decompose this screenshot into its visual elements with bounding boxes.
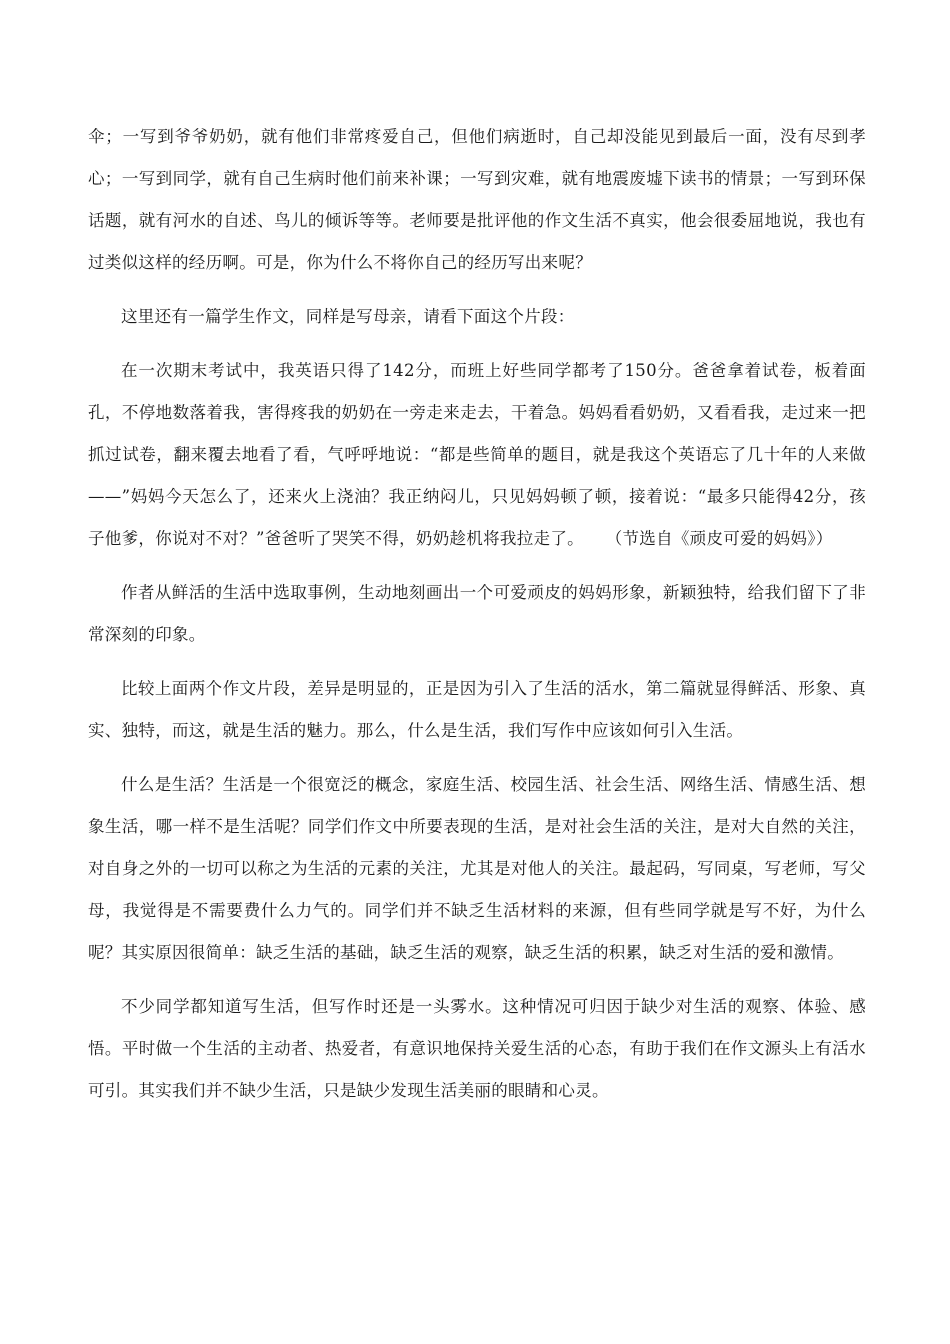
excerpt-source-note: （节选自《顽皮可爱的妈妈》） <box>613 529 833 548</box>
excerpt-text: 在一次期末考试中，我英语只得了142分，而班上好些同学都考了150分。爸爸拿着试卷，板着面孔，不停地数落着我，害得疼我的奶奶在一旁走来走去，干着急。妈妈看看奶奶，又看看我，走过来一把抓过试卷，翻来覆去地看了看，气呼呼地说：“都是些简单的题目，就是我这个英语忘了几十年的人来做——”妈妈今天怎么了，还来火上浇油？我正纳闷儿，只见妈妈顿了顿，接着说：“最多只能得42分，孩子他爹，你说对不对？”爸爸听了哭笑不得，奶奶趁机将我拉走了。 <box>88 361 866 548</box>
paragraph-excerpt <box>88 350 866 560</box>
paragraph-comment-on-excerpt: 作者从鲜活的生活中选取事例，生动地刻画出一个可爱顽皮的妈妈形象，新颖独特，给我们留下了非常深刻的印象。 <box>88 583 866 644</box>
paragraph-intro-second-example: 这里还有一篇学生作文，同样是写母亲，请看下面这个片段： <box>121 307 575 326</box>
paragraph-what-is-life: 什么是生活？生活是一个很宽泛的概念，家庭生活、校园生活、社会生活、网络生活、情感生活、想象生活，哪一样不是生活呢？同学们作文中所要表现的生活，是对社会生活的关注，是对大自然的关注，对自身之外的一切可以称之为生活的元素的关注，尤其是对他人的关注。最起码，写同桌，写老师，写父母，我觉得是不需要费什么力气的。同学们并不缺乏生活材料的来源，但有些同学就是写不好，为什么呢？其实原因很简单：缺乏生活的基础，缺乏生活的观察，缺乏生活的积累，缺乏对生活的爱和激情。 <box>88 775 866 962</box>
paragraph-continuation: 伞；一写到爷爷奶奶，就有他们非常疼爱自己，但他们病逝时，自己却没能见到最后一面，没有尽到孝心；一写到同学，就有自己生病时他们前来补课；一写到灾难，就有地震废墟下读书的情景；一写到环保话题，就有河水的自述、鸟儿的倾诉等等。老师要是批评他的作文生活不真实，他会很委屈地说，我也有过类似这样的经历啊。可是，你为什么不将你自己的经历写出来呢？ <box>88 127 866 272</box>
paragraph-comparison: 比较上面两个作文片段，差异是明显的，正是因为引入了生活的活水，第二篇就显得鲜活、形象、真实、独特，而这，就是生活的魅力。那么，什么是生活，我们写作中应该如何引入生活。 <box>88 679 866 740</box>
document-body <box>88 116 866 1124</box>
paragraph-conclusion: 不少同学都知道写生活，但写作时还是一头雾水。这种情况可归因于缺少对生活的观察、体验、感悟。平时做一个生活的主动者、热爱者，有意识地保持关爱生活的心态，有助于我们在作文源头上有活水可引。其实我们并不缺少生活，只是缺少发现生活美丽的眼睛和心灵。 <box>88 997 866 1100</box>
